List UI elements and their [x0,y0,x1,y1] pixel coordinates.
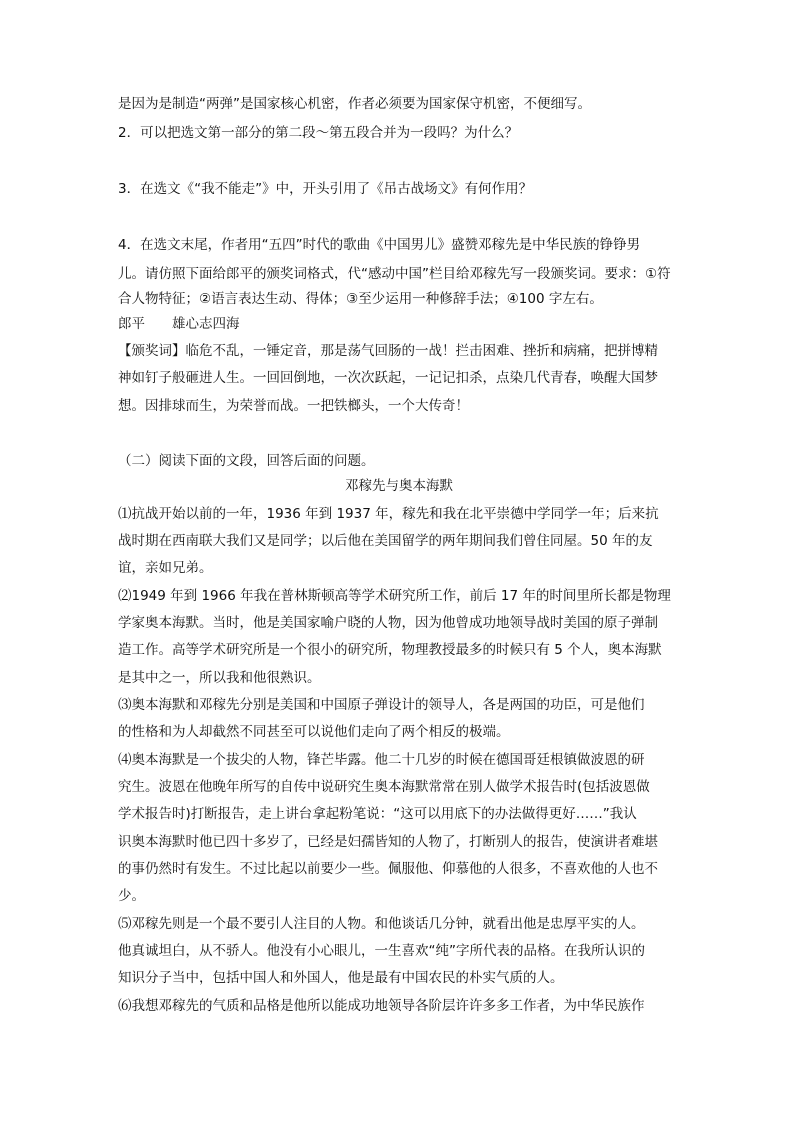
paragraph-4-line-1: ⑷奥本海默是一个拔尖的人物，锋芒毕露。他二十几岁的时候在德国哥廷根镇做波恩的研 [118,752,645,768]
paragraph-3-line-1: ⑶奥本海默和邓稼先分别是美国和中国原子弹设计的领导人，各是两国的功臣，可是他们 [118,697,645,713]
paragraph-4-line-5: 的事仍然时有发生。不过比起以前要少一些。佩服他、仰慕他的人很多，不喜欢他的人也不 [118,861,658,877]
paragraph-6-line-1: ⑹我想邓稼先的气质和品格是他所以能成功地领导各阶层许许多多工作者，为中华民族作 [118,998,645,1014]
paragraph-5-line-3: 知识分子当中，包括中国人和外国人，他是最有中国农民的朴实气质的人。 [118,970,564,986]
paragraph-4-line-2: 究生。波恩在他晚年所写的自传中说研究生奥本海默常常在别人做学术报告时(包括波恩做 [118,779,650,795]
question-2: 2．可以把选文第一部分的第二段～第五段合并为一段吗？为什么？ [118,125,519,141]
paragraph-4-line-4: 识奥本海默时他已四十多岁了，已经是妇孺皆知的人物了，打断别人的报告，使演讲者难堪 [118,834,658,850]
award-speech-line-3: 想。因排球而生，为荣誉而战。一把铁榔头，一个大传奇！ [118,398,469,414]
paragraph-1-line-2: 战时期在西南联大我们又是同学；以后他在美国留学的两年期间我们曾住同屋。50 年的友 [118,533,653,549]
answer-line: 是因为是制造“两弹”是国家核心机密，作者必须要为国家保守机密，不便细写。 [118,96,591,112]
section-heading: （二）阅读下面的文段，回答后面的问题。 [118,453,375,469]
paragraph-1-line-3: 谊，亲如兄弟。 [118,560,213,576]
example-heading: 郎平 雄心志四海 [118,316,240,332]
award-speech-line-2: 神如钉子般砸进人生。一回回倒地，一次次跃起，一记记扣杀，点染几代青春，唤醒大国梦 [118,370,658,386]
paragraph-5-line-1: ⑸邓稼先则是一个最不要引人注目的人物。和他谈话几分钟，就看出他是忠厚平实的人。 [118,916,645,932]
paragraph-5-line-2: 他真诚坦白，从不骄人。他没有小心眼儿，一生喜欢“纯”字所代表的品格。在我所认识的 [118,943,645,959]
paragraph-2-line-1: ⑵1949 年到 1966 年我在普林斯顿高等学术研究所工作，前后 17 年的时间里所长都是物理 [118,588,671,604]
award-speech-line-1: 【颁奖词】临危不乱，一锤定音，那是荡气回肠的一战！拦击困难、挫折和病痛，把拼博精 [118,343,658,359]
paragraph-2-line-4: 是其中之一，所以我和他很熟识。 [118,670,321,686]
paragraph-2-line-2: 学家奥本海默。当时，他是美国家喻户晓的人物，因为他曾成功地领导战时美国的原子弹制 [118,615,658,631]
paragraph-1-line-1: ⑴抗战开始以前的一年，1936 年到 1937 年，稼先和我在北平崇德中学同学一年；后来抗 [118,506,659,522]
paragraph-4-line-6: 少。 [118,888,145,904]
paragraph-2-line-3: 造工作。高等学术研究所是一个很小的研究所，物理教授最多的时候只有 5 个人，奥本海默 [118,642,662,658]
question-4-line-1: 4．在选文末尾，作者用“五四”时代的歌曲《中国男儿》盛赞邓稼先是中华民族的铮铮男 [118,237,641,253]
question-3: 3．在选文《“我不能走”》中，开头引用了《吊古战场文》有何作用？ [118,181,533,197]
question-4-line-3: 合人物特征；②语言表达生动、得体；③至少运用一种修辞手法；④100 字左右。 [118,291,603,307]
paragraph-4-line-3: 学术报告时)打断报告，走上讲台拿起粉笔说：“这可以用底下的办法做得更好……”我认 [118,806,637,822]
paragraph-3-line-2: 的性格和为人却截然不同甚至可以说他们走向了两个相反的极端。 [118,724,510,740]
question-4-line-2: 儿。请仿照下面给郎平的颁奖词格式，代“感动中国”栏目给邓稼先写一段颁奖词。要求：①符 [118,266,671,282]
passage-title: 邓稼先与奥本海默 [345,478,453,494]
